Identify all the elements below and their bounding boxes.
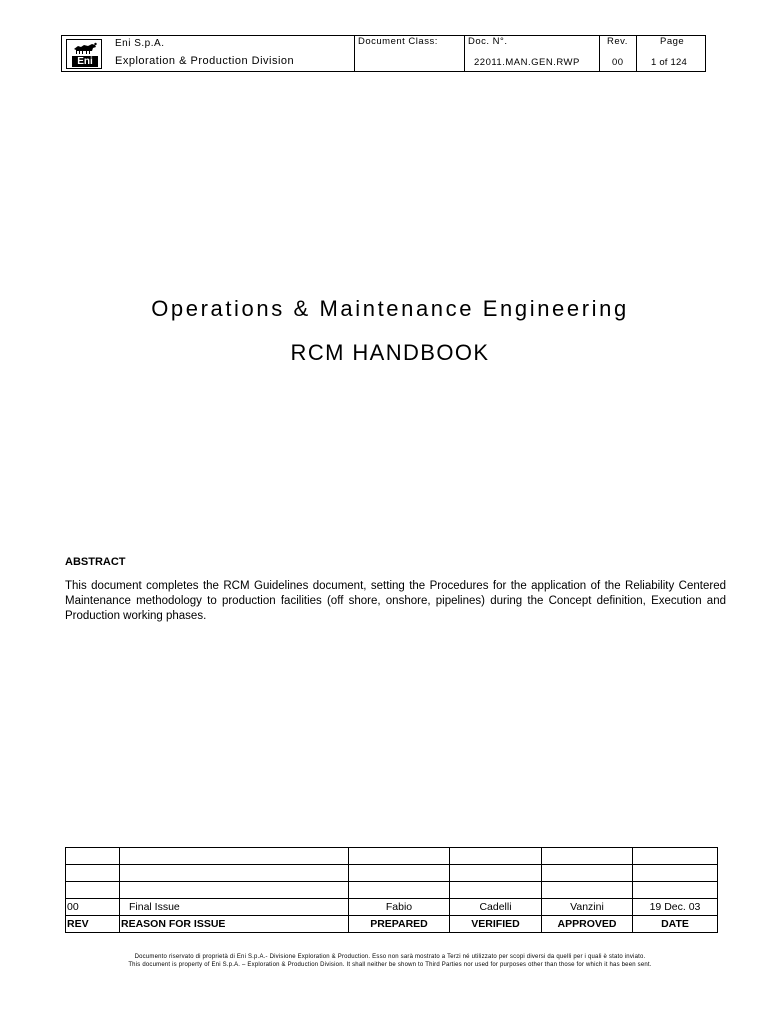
prepared-cell: [349, 882, 450, 899]
six-legged-dog-icon: [72, 42, 98, 56]
table-header-row: [66, 916, 718, 933]
reason-cell: [120, 865, 349, 882]
rev-cell: [66, 882, 120, 899]
header-divider: [354, 36, 355, 71]
document-title: Operations & Maintenance Engineering: [151, 296, 629, 321]
approved-cell: [542, 865, 633, 882]
document-subtitle: RCM HANDBOOK: [290, 340, 490, 365]
abstract-text: This document completes the RCM Guidelines document, setting the Procedures for the application of the Reliability Centered Maintenance methodology to production facilities (off shore, onshore, pipelines) during the Concept definition, Execution and Production working phases.: [65, 580, 726, 622]
table-row: [66, 865, 718, 882]
footer-english: This document is property of Eni S.p.A. – Exploration & Production Division. It shall neither be shown to Third Parties nor used for purposes other than those for which it has been sent.: [128, 962, 652, 968]
approved-cell: [542, 882, 633, 899]
page-value: 1 of 124: [651, 57, 687, 68]
date-cell: [633, 882, 718, 899]
page-label: Page: [660, 36, 685, 47]
date-header: DATE: [633, 916, 718, 933]
approved-cell: Vanzini: [542, 899, 633, 916]
date-cell: [633, 865, 718, 882]
prepared-cell: Fabio: [349, 899, 450, 916]
rev-label: Rev.: [607, 36, 628, 47]
verified-cell: [450, 865, 542, 882]
verified-cell: Cadelli: [450, 899, 542, 916]
reason-cell: Final Issue: [120, 899, 349, 916]
approved-header: APPROVED: [542, 916, 633, 933]
abstract-heading: ABSTRACT: [65, 556, 126, 568]
eni-logo: [66, 39, 102, 69]
doc-class-label: Document Class:: [358, 36, 438, 47]
verified-header: VERIFIED: [450, 916, 542, 933]
doc-no-label: Doc. N°.: [468, 36, 508, 47]
rev-cell: [66, 865, 120, 882]
footer-italian: Documento riservato di proprietà di Eni S.p.A.- Divisione Exploration & Production. Esso non sarà mostrato a Terzi né utilizzato per scopi diversi da quelli per i quali è stato inviato.: [134, 954, 646, 960]
prepared-cell: [349, 865, 450, 882]
date-cell: [633, 848, 718, 865]
division-name: Exploration & Production Division: [115, 55, 295, 67]
verified-cell: [450, 882, 542, 899]
approved-cell: [542, 848, 633, 865]
header-divider: [464, 36, 465, 71]
doc-no-value: 22011.MAN.GEN.RWP: [474, 57, 580, 68]
prepared-header: PREPARED: [349, 916, 450, 933]
date-cell: 19 Dec. 03: [633, 899, 718, 916]
table-row: [66, 899, 718, 916]
document-header: [61, 35, 706, 72]
reason-header: REASON FOR ISSUE: [120, 916, 349, 933]
rev-value: 00: [612, 57, 624, 68]
revision-table: [65, 847, 718, 933]
table-row: [66, 882, 718, 899]
rev-header: REV: [66, 916, 120, 933]
verified-cell: [450, 848, 542, 865]
prepared-cell: [349, 848, 450, 865]
reason-cell: [120, 882, 349, 899]
company-name: Eni S.p.A.: [115, 38, 165, 49]
rev-cell: 00: [66, 899, 120, 916]
rev-cell: [66, 848, 120, 865]
header-row-divider: [354, 52, 705, 53]
header-divider: [599, 36, 600, 71]
reason-cell: [120, 848, 349, 865]
header-divider: [636, 36, 637, 71]
logo-wordmark: Eni: [72, 56, 98, 67]
table-row: [66, 848, 718, 865]
